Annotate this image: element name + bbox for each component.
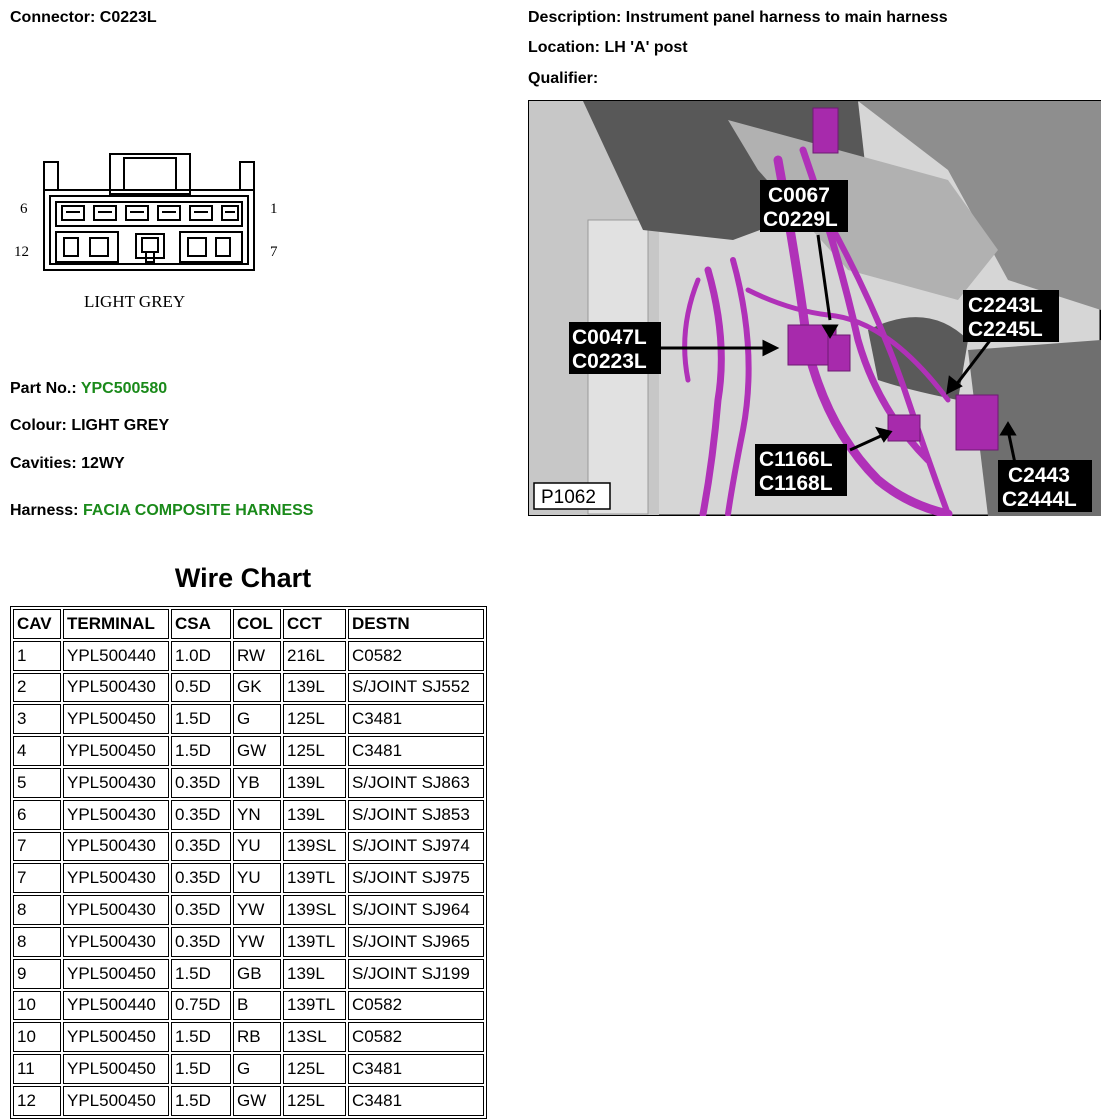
wire-chart-cell: 1.5D: [171, 959, 231, 989]
wire-chart-cell: YU: [233, 863, 281, 893]
wire-chart-cell: 216L: [283, 641, 346, 671]
wire-chart-cell: 139L: [283, 673, 346, 703]
connector-colour-caption: LIGHT GREY: [84, 292, 186, 311]
wire-chart-row: [13, 673, 484, 703]
wire-chart-cell: 0.35D: [171, 768, 231, 798]
wire-chart-cell: 5: [13, 768, 61, 798]
wire-chart-cell: YPL500450: [63, 1022, 169, 1052]
wire-chart-cell: 12: [13, 1086, 61, 1116]
wire-chart-cell: 0.75D: [171, 991, 231, 1021]
wire-chart-cell: C0582: [348, 991, 484, 1021]
wire-chart-row: [13, 1054, 484, 1084]
wire-chart-row: [13, 704, 484, 734]
wire-chart-cell: C0582: [348, 1022, 484, 1052]
wire-chart-cell: 139TL: [283, 927, 346, 957]
wire-chart-cell: 125L: [283, 736, 346, 766]
location-line: [528, 39, 688, 57]
wire-chart-cell: 139TL: [283, 863, 346, 893]
wire-chart-cell: 0.5D: [171, 673, 231, 703]
colour-value: LIGHT GREY: [71, 417, 170, 434]
description-value: Instrument panel harness to main harness: [625, 9, 948, 26]
wire-chart-cell: GB: [233, 959, 281, 989]
column-header-cct: CCT: [283, 609, 346, 639]
wire-chart-cell: 125L: [283, 1086, 346, 1116]
description-label: Description:: [528, 9, 622, 26]
wire-chart-cell: 0.35D: [171, 863, 231, 893]
wire-chart-cell: YPL500450: [63, 736, 169, 766]
wire-chart-table: [10, 606, 487, 1119]
wire-chart-cell: 139L: [283, 959, 346, 989]
wire-chart-cell: YPL500430: [63, 895, 169, 925]
wire-chart-row: [13, 991, 484, 1021]
location-value: LH 'A' post: [604, 39, 688, 56]
wire-chart-cell: C0582: [348, 641, 484, 671]
wire-chart-cell: YN: [233, 800, 281, 830]
wire-chart-cell: 6: [13, 800, 61, 830]
connector-value: C0223L: [99, 9, 157, 26]
column-header-destn: DESTN: [348, 609, 484, 639]
wire-chart-cell: S/JOINT SJ199: [348, 959, 484, 989]
wire-chart-row: [13, 800, 484, 830]
svg-text:C0047L: C0047L: [572, 326, 647, 349]
svg-text:C2245L: C2245L: [968, 318, 1043, 341]
wire-chart-cell: 10: [13, 991, 61, 1021]
cavities-line: [10, 455, 125, 473]
photo-callout-c1166l: [755, 444, 847, 496]
wire-chart-cell: 3: [13, 704, 61, 734]
wire-chart-cell: S/JOINT SJ974: [348, 832, 484, 862]
wire-chart-cell: 11: [13, 1054, 61, 1084]
wire-chart-cell: YPL500450: [63, 959, 169, 989]
wire-chart-cell: 9: [13, 959, 61, 989]
wire-chart-cell: YPL500430: [63, 800, 169, 830]
wire-chart-cell: 0.35D: [171, 832, 231, 862]
cavities-value: 12WY: [81, 455, 125, 472]
wire-chart-cell: 139SL: [283, 832, 346, 862]
svg-text:C2444L: C2444L: [1002, 488, 1077, 511]
wire-chart-cell: 7: [13, 832, 61, 862]
wire-chart-cell: C3481: [348, 704, 484, 734]
svg-text:C0229L: C0229L: [763, 208, 838, 231]
wire-chart-cell: S/JOINT SJ975: [348, 863, 484, 893]
wire-chart-cell: 8: [13, 927, 61, 957]
wire-chart-cell: 4: [13, 736, 61, 766]
wire-chart-cell: G: [233, 704, 281, 734]
qualifier-line: [528, 70, 598, 88]
location-label: Location:: [528, 39, 600, 56]
harness-line: [10, 502, 313, 520]
wire-chart-cell: 7: [13, 863, 61, 893]
wire-chart-cell: GW: [233, 1086, 281, 1116]
wire-chart-cell: S/JOINT SJ853: [348, 800, 484, 830]
photo-callout-c2243l: [963, 290, 1059, 342]
wire-chart-cell: 1: [13, 641, 61, 671]
wire-chart-row: [13, 832, 484, 862]
location-photo: [528, 100, 1101, 516]
wire-chart-cell: C3481: [348, 1086, 484, 1116]
wire-chart-cell: 10: [13, 1022, 61, 1052]
wire-chart-cell: 1.5D: [171, 1054, 231, 1084]
svg-text:C0067: C0067: [768, 184, 830, 207]
wire-chart-cell: YW: [233, 895, 281, 925]
wire-chart-cell: RB: [233, 1022, 281, 1052]
wire-chart-cell: YPL500430: [63, 863, 169, 893]
cavities-label: Cavities:: [10, 455, 77, 472]
wire-chart-cell: YPL500430: [63, 673, 169, 703]
wire-chart-cell: RW: [233, 641, 281, 671]
wire-chart-cell: YPL500450: [63, 1054, 169, 1084]
wire-chart-cell: B: [233, 991, 281, 1021]
wire-chart-row: [13, 768, 484, 798]
colour-label: Colour:: [10, 417, 67, 434]
pin-label-7: 7: [270, 244, 278, 260]
wire-chart-cell: GW: [233, 736, 281, 766]
wire-chart-cell: YU: [233, 832, 281, 862]
pin-label-1: 1: [270, 201, 278, 217]
wire-chart-cell: S/JOINT SJ964: [348, 895, 484, 925]
wire-chart-cell: 0.35D: [171, 895, 231, 925]
harness-link[interactable]: FACIA COMPOSITE HARNESS: [82, 502, 314, 519]
wire-chart-cell: 2: [13, 673, 61, 703]
wire-chart-cell: YB: [233, 768, 281, 798]
wire-chart-row: [13, 959, 484, 989]
wire-chart-cell: 125L: [283, 1054, 346, 1084]
harness-label: Harness:: [10, 502, 79, 519]
connector-face-diagram: [10, 150, 300, 320]
wire-chart-cell: YPL500430: [63, 768, 169, 798]
photo-callout-c0067: [760, 180, 848, 232]
wire-chart-cell: C3481: [348, 736, 484, 766]
part-number-link[interactable]: YPC500580: [80, 380, 168, 397]
wire-chart-header-row: [13, 609, 484, 639]
colour-line: [10, 417, 169, 435]
pin-label-6: 6: [20, 201, 28, 217]
wire-chart-cell: GK: [233, 673, 281, 703]
wire-chart-cell: YPL500450: [63, 704, 169, 734]
wire-chart-row: [13, 1022, 484, 1052]
wire-chart-cell: YPL500440: [63, 641, 169, 671]
pin-label-12: 12: [14, 244, 29, 260]
wire-chart-cell: YPL500450: [63, 1086, 169, 1116]
svg-text:C1166L: C1166L: [759, 448, 833, 471]
wire-chart-cell: 139TL: [283, 991, 346, 1021]
description-line: [528, 9, 948, 27]
column-header-csa: CSA: [171, 609, 231, 639]
wire-chart-row: [13, 895, 484, 925]
wire-chart-row: [13, 1086, 484, 1116]
column-header-cav: CAV: [13, 609, 61, 639]
svg-text:C2243L: C2243L: [968, 294, 1043, 317]
qualifier-label: Qualifier:: [528, 70, 599, 87]
wire-chart-row: [13, 863, 484, 893]
wire-chart-cell: S/JOINT SJ965: [348, 927, 484, 957]
column-header-col: COL: [233, 609, 281, 639]
wire-chart-row: [13, 927, 484, 957]
photo-callout-c2443: [998, 460, 1092, 512]
wire-chart-cell: YPL500430: [63, 927, 169, 957]
wire-chart-cell: 1.5D: [171, 704, 231, 734]
wire-chart-cell: 0.35D: [171, 927, 231, 957]
svg-text:C2443: C2443: [1008, 464, 1070, 487]
connector-line: [10, 9, 157, 27]
wire-chart-cell: 1.0D: [171, 641, 231, 671]
wire-chart-cell: 0.35D: [171, 800, 231, 830]
wire-chart-row: [13, 736, 484, 766]
wire-chart-cell: 139SL: [283, 895, 346, 925]
wire-chart-cell: S/JOINT SJ863: [348, 768, 484, 798]
wire-chart-cell: 1.5D: [171, 736, 231, 766]
part-number-line: [10, 380, 167, 398]
wire-chart-cell: C3481: [348, 1054, 484, 1084]
wire-chart-row: [13, 641, 484, 671]
svg-text:C0223L: C0223L: [572, 350, 647, 373]
wire-chart-cell: YPL500430: [63, 832, 169, 862]
connector-label: Connector:: [10, 9, 96, 26]
svg-text:C1168L: C1168L: [759, 472, 833, 495]
wire-chart-cell: 1.5D: [171, 1022, 231, 1052]
photo-callout-c0047l: [569, 322, 661, 374]
wire-chart-cell: G: [233, 1054, 281, 1084]
wire-chart-cell: S/JOINT SJ552: [348, 673, 484, 703]
column-header-terminal: TERMINAL: [63, 609, 169, 639]
wire-chart-cell: 13SL: [283, 1022, 346, 1052]
wire-chart-cell: YW: [233, 927, 281, 957]
part-number-label: Part No.:: [10, 380, 77, 397]
wire-chart-title: Wire Chart: [174, 563, 312, 593]
wire-chart-cell: 1.5D: [171, 1086, 231, 1116]
wire-chart-cell: 8: [13, 895, 61, 925]
wire-chart-cell: 139L: [283, 800, 346, 830]
wire-chart-cell: 139L: [283, 768, 346, 798]
wire-chart-cell: 125L: [283, 704, 346, 734]
photo-reference: P1062: [541, 487, 596, 508]
wire-chart-cell: YPL500440: [63, 991, 169, 1021]
